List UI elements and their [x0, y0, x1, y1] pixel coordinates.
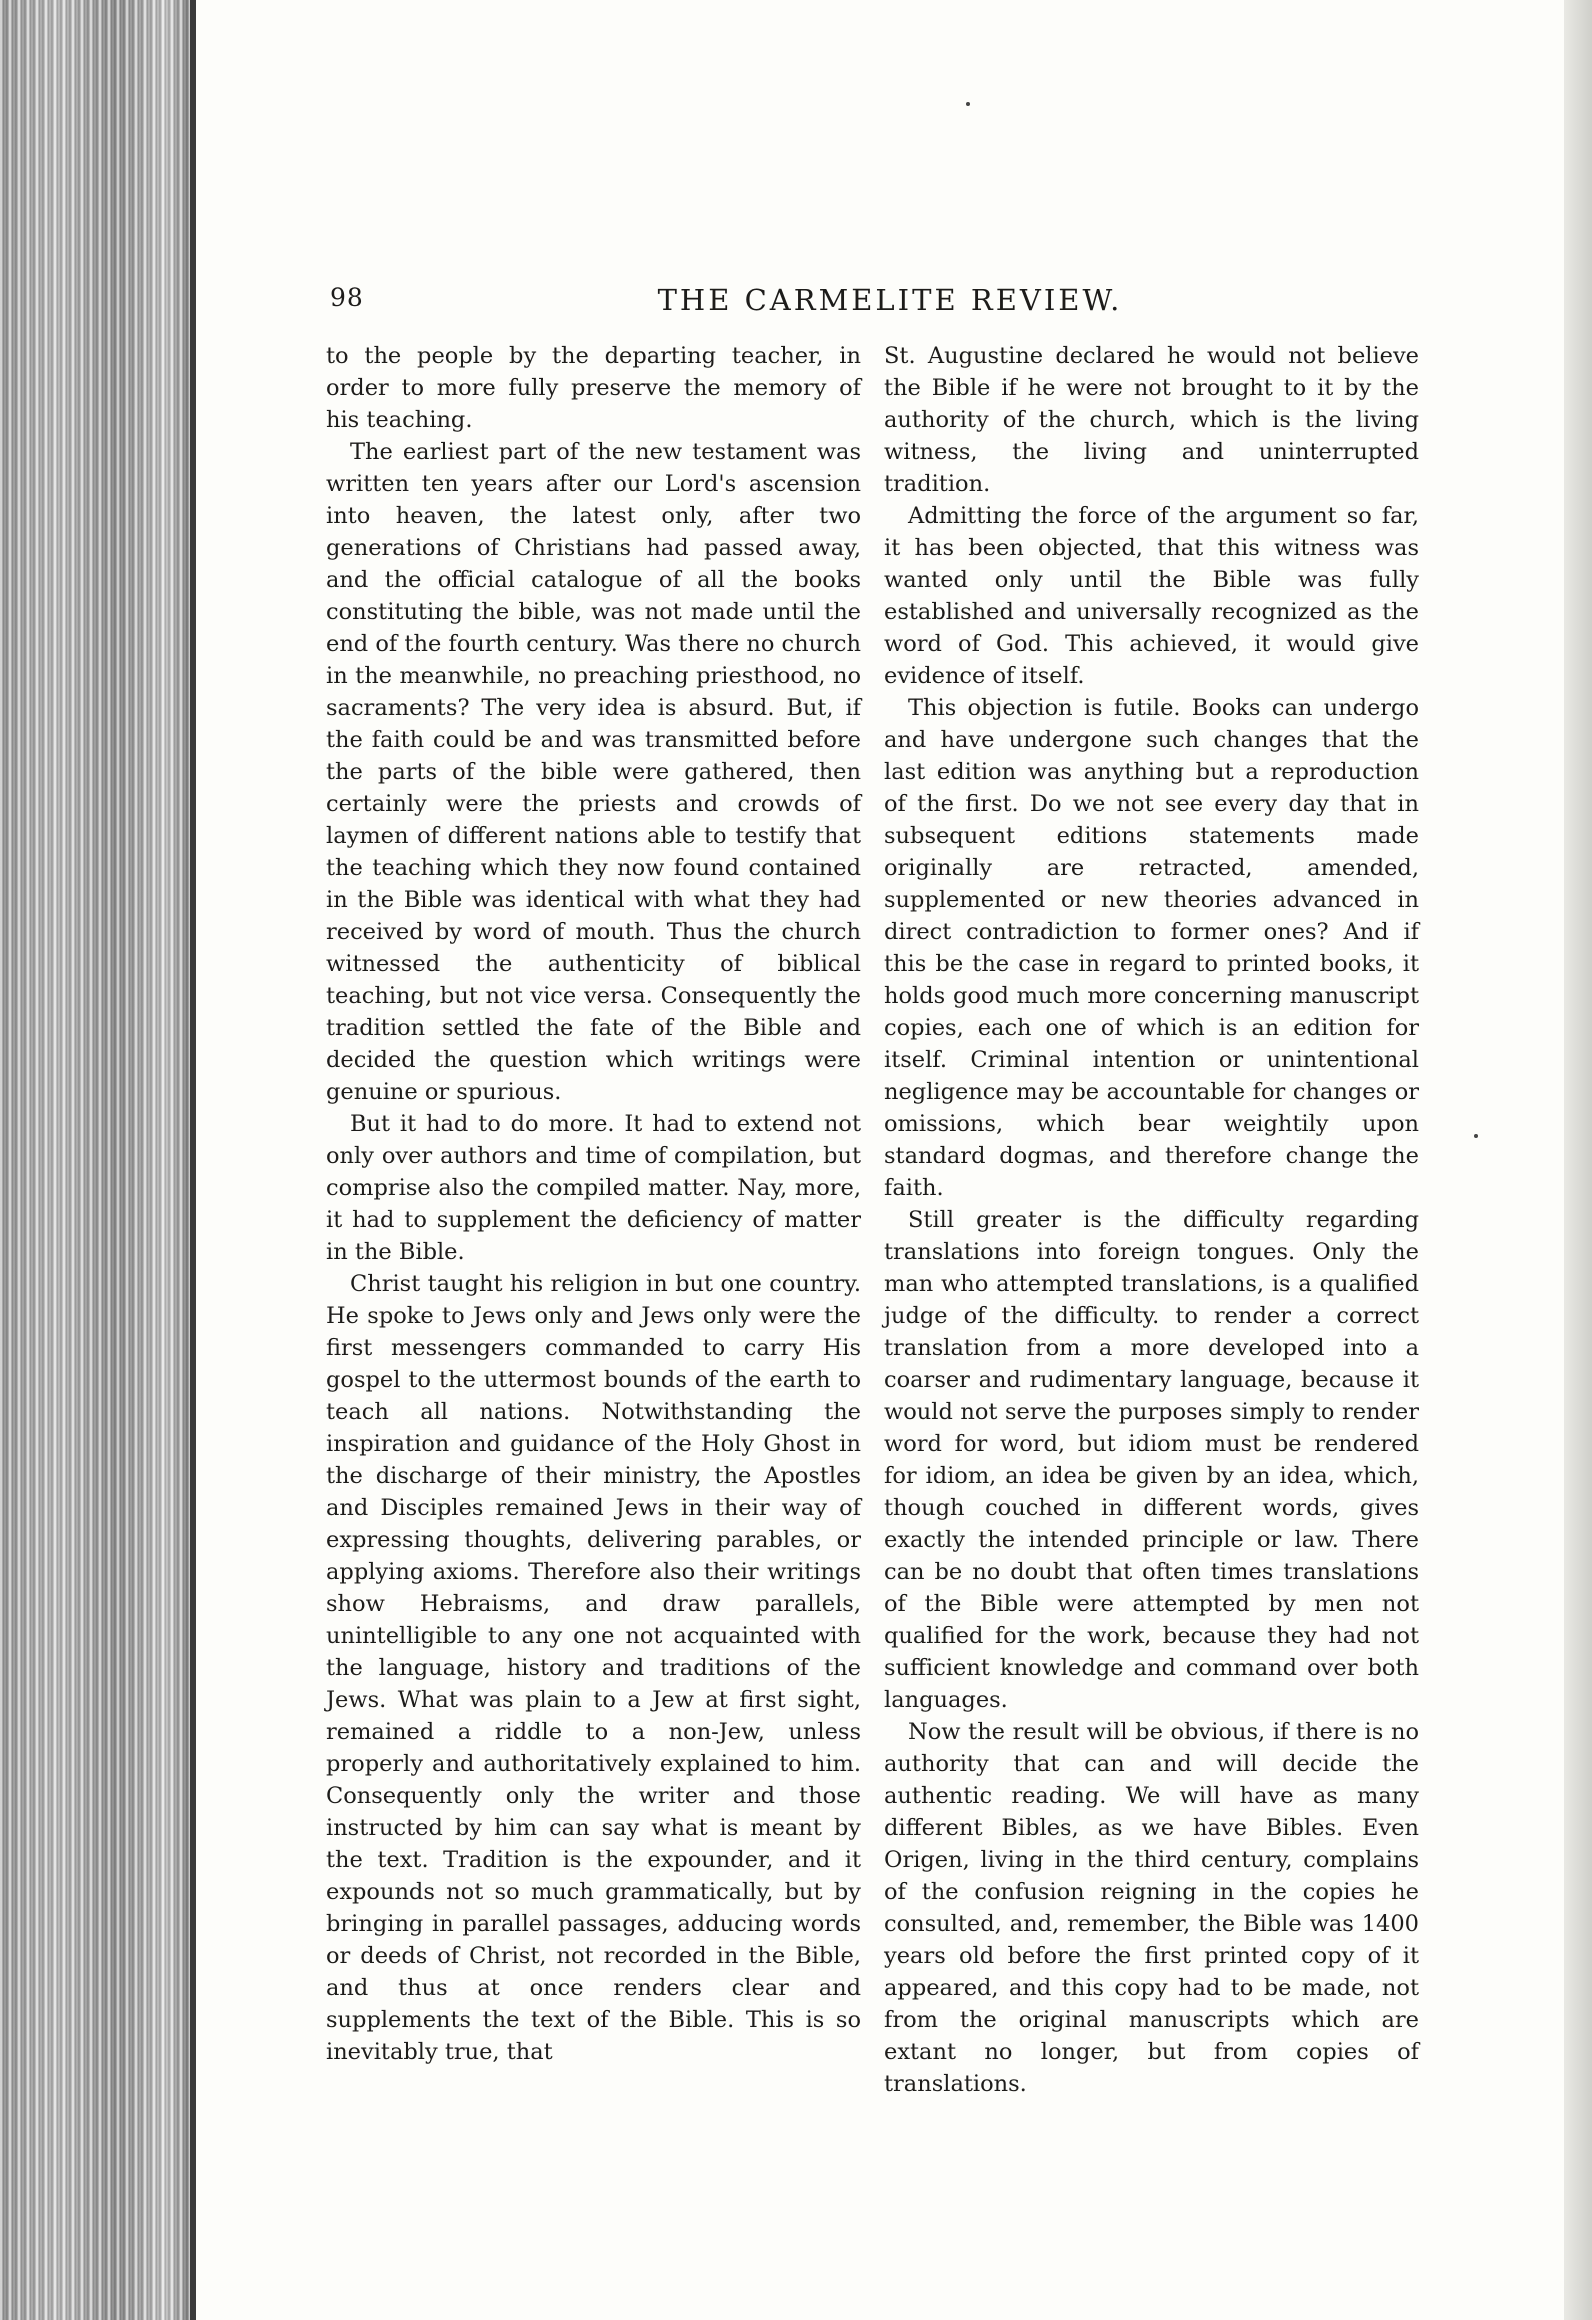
running-head	[330, 283, 1450, 323]
paragraph: to the people by the departing teacher, in order to more fully preserve the memory of his teaching.	[326, 343, 861, 433]
paragraph: St. Augustine declared he would not believe the Bible if he were not brought to it by the authority of the church, which is the living witness, the living and uninterrupted tradition.	[884, 343, 1419, 497]
left-column	[326, 340, 861, 2068]
ink-speck	[1474, 1134, 1478, 1138]
right-column	[884, 340, 1419, 2100]
book-spine	[0, 0, 196, 2320]
ink-speck	[966, 102, 970, 106]
paragraph: Still greater is the difficulty regarding translations into foreign tongues. Only the man who attempted translations, is a qualified judge of the difficulty. to render a correct translation from a more developed into a coarser and rudimentary language, because it would not serve the purposes simply to render word for word, but idiom must be rendered for idiom, an idea be given by an idea, which, though couched in different words, gives exactly the intended principle or law. There can be no doubt that often times translations of the Bible were attempted by men not qualified for the work, because they had not sufficient knowledge and command over both languages.	[884, 1207, 1419, 1713]
paragraph: Christ taught his religion in but one country. He spoke to Jews only and Jews only were the first messengers commanded to carry His gospel to the uttermost bounds of the earth to teach all nations. Notwithstanding the inspiration and guidance of the Holy Ghost in the discharge of their ministry, the Apostles and Disciples remained Jews in their way of expressing thoughts, delivering parables, or applying axioms. Therefore also their writings show Hebraisms, and draw parallels, unintelligible to any one not acquainted with the language, history and traditions of the Jews. What was plain to a Jew at first sight, remained a riddle to a non-Jew, unless properly and authoritatively explained to him. Consequently only the writer and those instructed by him can say what is meant by the text. Tradition is the expounder, and it expounds not so much grammatically, but by bringing in parallel passages, adducing words or deeds of Christ, not recorded in the Bible, and thus at once renders clear and supplements the text of the Bible. This is so inevitably true, that	[326, 1271, 861, 2065]
paragraph: This objection is futile. Books can undergo and have undergone such changes that the last edition was anything but a reproduction of the first. Do we not see every day that in subsequent editions statements made originally are retracted, amended, supplemented or new theories advanced in direct contradiction to former ones? And if this be the case in regard to printed books, it holds good much more concerning manuscript copies, each one of which is an edition for itself. Criminal intention or unintentional negligence may be accountable for changes or omissions, which bear weightily upon standard dogmas, and therefore change the faith.	[884, 695, 1419, 1201]
paragraph: Now the result will be obvious, if there is no authority that can and will decide the authentic reading. We will have as many different Bibles, as we have Bibles. Even Origen, living in the third century, complains of the confusion reigning in the copies he consulted, and, remember, the Bible was 1400 years old before the first printed copy of it appeared, and this copy had to be made, not from the original manuscripts which are extant no longer, but from copies of translations.	[884, 1719, 1419, 2097]
page-edge	[1564, 0, 1592, 2320]
journal-title: THE CARMELITE REVIEW.	[657, 283, 1123, 317]
paragraph: But it had to do more. It had to extend not only over authors and time of compilation, but comprise also the compiled matter. Nay, more, it had to supplement the deficiency of matter in the Bible.	[326, 1111, 861, 1265]
page-number: 98	[330, 283, 364, 312]
paragraph: The earliest part of the new testament was written ten years after our Lord's ascension into heaven, the latest only, after two generations of Christians had passed away, and the official catalogue of all the books constituting the bible, was not made until the end of the fourth century. Was there no church in the meanwhile, no preaching priesthood, no sacraments? The very idea is absurd. But, if the faith could be and was transmitted before the parts of the bible were gathered, then certainly were the priests and crowds of laymen of different nations able to testify that the teaching which they now found contained in the Bible was identical with what they had received by word of mouth. Thus the church witnessed the authenticity of biblical teaching, but not vice versa. Consequently the tradition settled the fate of the Bible and decided the question which writings were genuine or spurious.	[326, 439, 861, 1105]
paragraph: Admitting the force of the argument so far, it has been objected, that this witness was wanted only until the Bible was fully established and universally recognized as the word of God. This achieved, it would give evidence of itself.	[884, 503, 1419, 689]
